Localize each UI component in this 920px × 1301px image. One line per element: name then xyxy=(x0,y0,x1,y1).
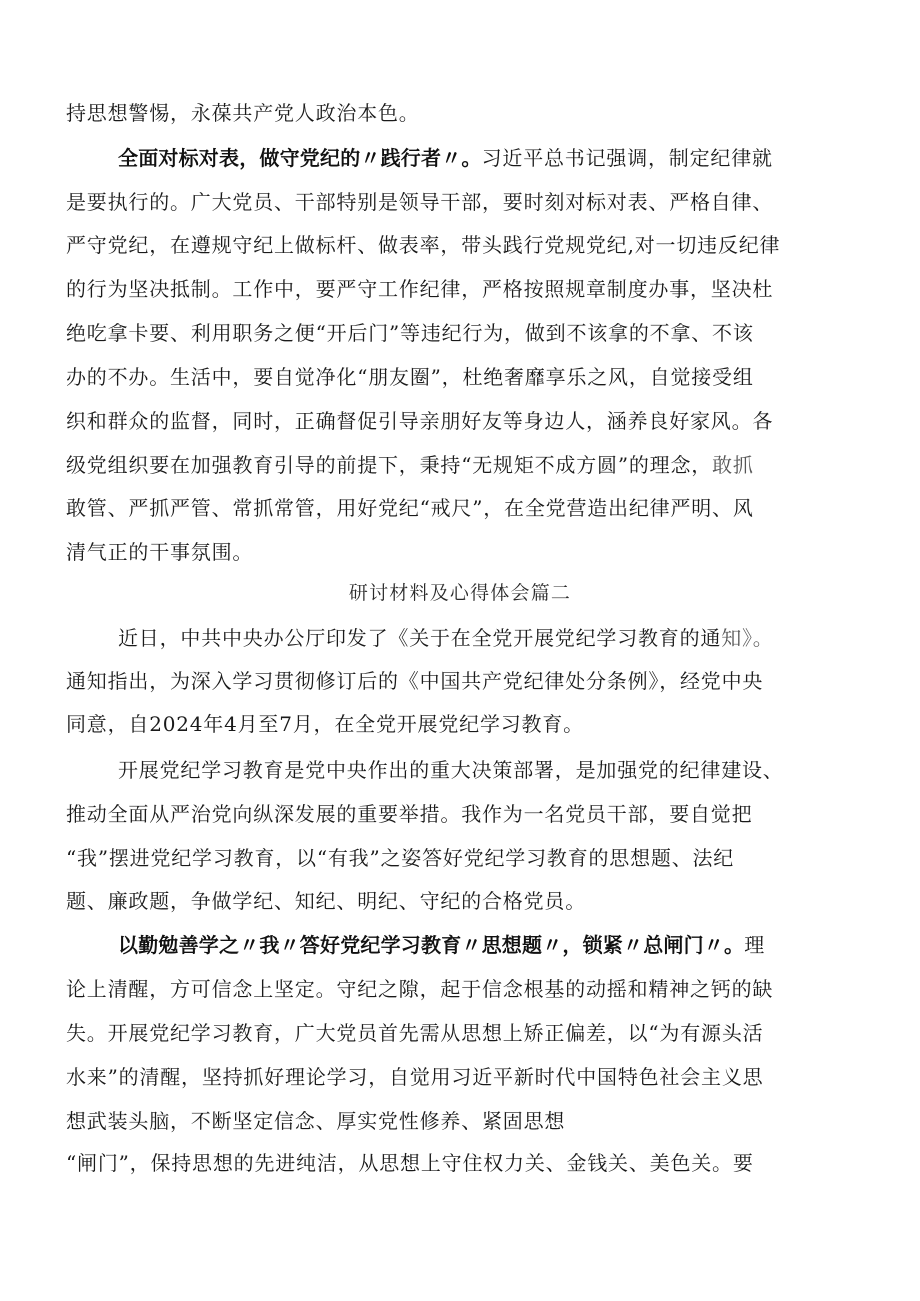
text-line: 开展党纪学习教育是党中央作出的重大决策部署，是加强党的纪律建设、 xyxy=(118,758,784,782)
section-heading: 研讨材料及心得体会篇二 xyxy=(348,582,572,604)
text-line: 严守党纪，在遵规守纪上做标杆、做表率，带头践行党规党纪,对一切违反纪律 xyxy=(66,233,781,257)
paragraph-lead-heading: 全面对标对表，做守党纪的〃践行者〃。 xyxy=(118,146,482,170)
text-line: 推动全面从严治党向纵深发展的重要举措。我作为一名党员干部，要自觉把 xyxy=(66,802,753,826)
text-line: 失。开展党纪学习教育，广大党员首先需从思想上矫正偏差，以“为有源头活 xyxy=(66,1021,764,1045)
text-span: 级党组织要在加强教育引导的前提下，秉持“无规矩不成方圆”的理念， xyxy=(66,453,713,477)
text-line: 通知指出，为深入学习贯彻修订后的《中国共产党纪律处分条例》，经党中央 xyxy=(66,669,764,693)
text-line xyxy=(66,452,754,478)
text-line: 的行为坚决抵制。工作中，要严守工作纪律，严格按照规章制度办事，坚决杜 xyxy=(66,277,774,301)
text-span: 理 xyxy=(744,933,766,957)
text-line: 绝吃拿卡要、利用职务之便“开后门”等违纪行为，做到不该拿的不拿、不该 xyxy=(66,321,754,345)
text-line: 论上清醒，方可信念上坚定。守纪之隙，起于信念根基的动摇和精神之钙的缺 xyxy=(66,977,774,1001)
text-line: 题、廉政题，争做学纪、知纪、明纪、守纪的合格党员。 xyxy=(66,889,586,913)
text-line: “闸门”，保持思想的先进纯洁，从思想上守住权力关、金钱关、美色关。要 xyxy=(66,1151,754,1175)
text-line: 想武装头脑，不断坚定信念、厚实党性修养、紧固思想 xyxy=(66,1109,566,1133)
text-line: 清气正的干事氛围。 xyxy=(66,540,254,564)
text-span: 习近平总书记强调，制定纪律就 xyxy=(481,146,773,170)
text-span-gray: 敢抓 xyxy=(712,453,754,477)
text-line: 水来”的清醒，坚持抓好理论学习，自觉用习近平新时代中国特色社会主义思 xyxy=(66,1065,764,1089)
text-line: “我”摆进党纪学习教育，以“有我”之姿答好党纪学习教育的思想题、法纪 xyxy=(66,846,735,870)
text-line: 敢管、严抓严管、常抓常管，用好党纪“戒尺”，在全党营造出纪律严明、风 xyxy=(66,496,754,520)
text-span: 近日，中共中央办公厅印发了《关于在全党开展党纪学习教育的通 xyxy=(118,626,722,650)
text-line: 织和群众的监督，同时，正确督促引导亲朋好友等身边人，涵养良好家风。各 xyxy=(66,409,774,433)
text-line: 办的不办。生活中，要自觉净化“朋友圈”，杜绝奢靡享乐之风，自觉接受组 xyxy=(66,365,754,389)
text-span-gray: 知》。 xyxy=(721,626,774,650)
text-line: 持思想警惕，永葆共产党人政治本色。 xyxy=(66,101,420,125)
text-line: 同意，自2024年4月至7月，在全党开展党纪学习教育。 xyxy=(66,712,584,736)
text-line xyxy=(118,932,765,958)
paragraph-lead-heading: 以勤勉善学之〃我〃答好党纪学习教育〃思想题〃，锁紧〃总闸门〃。 xyxy=(118,933,745,957)
text-line xyxy=(118,625,774,651)
text-line xyxy=(118,145,773,171)
text-line: 是要执行的。广大党员、干部特别是领导干部，要时刻对标对表、严格自律、 xyxy=(66,190,774,214)
